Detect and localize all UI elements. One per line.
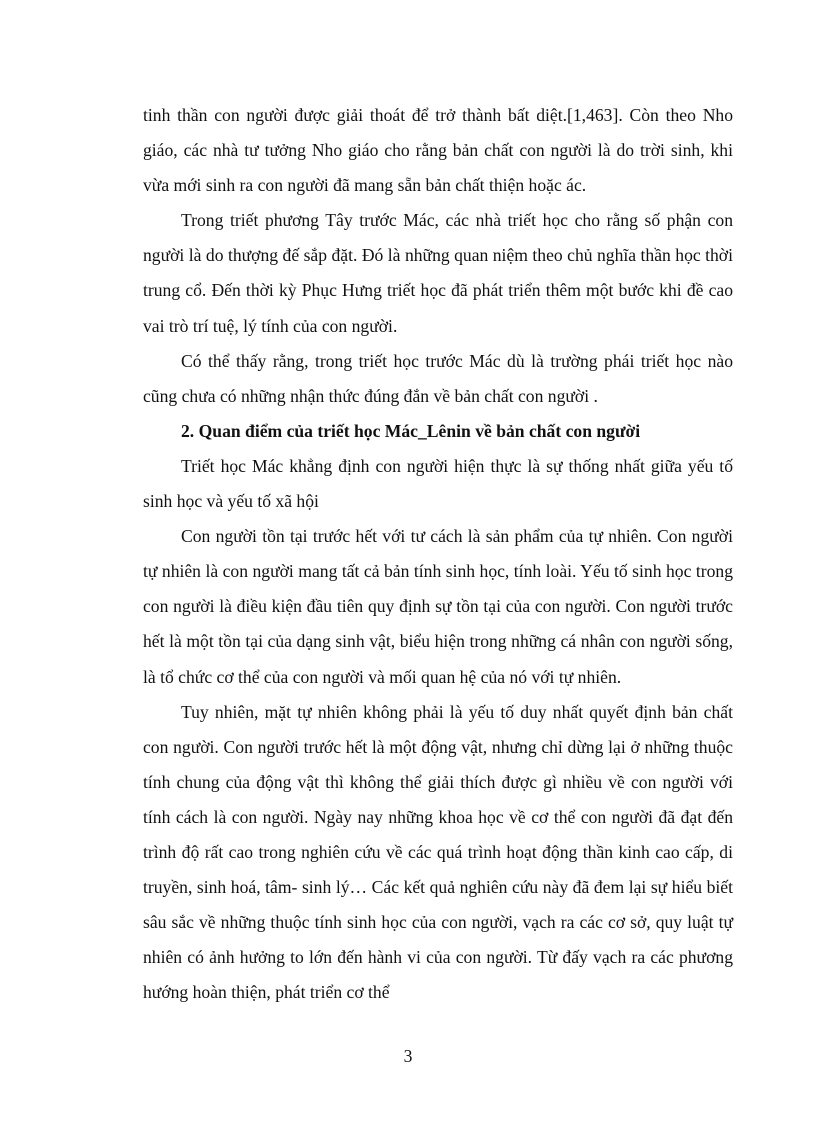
- section-heading: 2. Quan điểm của triết học Mác_Lênin về bản chất con người: [181, 420, 641, 441]
- paragraph-western-philosophy: Trong triết phương Tây trước Mác, các nhà triết học cho rằng số phận con người là do thượng đế sắp đặt. Đó là những quan niệm theo chủ nghĩa thần học thời trung cổ. Đến thời kỳ Phục Hưng triết học đã phát triển thêm một bước khi đề cao vai trò trí tuệ, lý tính của con người.: [143, 210, 733, 336]
- paragraph-natural-human: Con người tồn tại trước hết với tư cách là sản phẩm của tự nhiên. Con người tự nhiên là con người mang tất cả bản tính sinh học, tính loài. Yếu tố sinh học trong con người là điều kiện đầu tiên quy định sự tồn tại của con người. Con người trước hết là một tồn tại của dạng sinh vật, biểu hiện trong những cá nhân con người sống, là tổ chức cơ thể của con người và mối quan hệ của nó với tự nhiên.: [143, 526, 733, 687]
- paragraph-marx-thesis: Triết học Mác khẳng định con người hiện thực là sự thống nhất giữa yếu tố sinh học và yếu tố xã hội: [143, 455, 733, 512]
- page-number: 3: [403, 1046, 413, 1066]
- document-page: [143, 98, 733, 1010]
- paragraph-continuation: tinh thần con người được giải thoát để trở thành bất diệt.[1,463]. Còn theo Nho giáo, các nhà tư tưởng Nho giáo cho rằng bản chất con người là do trời sinh, khi vừa mới sinh ra con người đã mang sẵn bản chất thiện hoặc ác.: [143, 105, 733, 196]
- paragraph-conclusion: Có thể thấy rằng, trong triết học trước Mác dù là trường phái triết học nào cũng chưa có những nhận thức đúng đắn về bản chất con người .: [143, 350, 733, 406]
- paragraph-however: Tuy nhiên, mặt tự nhiên không phải là yếu tố duy nhất quyết định bản chất con người. Con người trước hết là một động vật, nhưng chỉ dừng lại ở những thuộc tính chung của động vật thì không thể giải thích được gì nhiều về con người với tính cách là con người. Ngày nay những khoa học về cơ thể con người đã đạt đến trình độ rất cao trong nghiên cứu về các quá trình hoạt động thần kinh cao cấp, di truyền, sinh hoá, tâm- sinh lý… Các kết quả nghiên cứu này đã đem lại sự hiểu biết sâu sắc về những thuộc tính sinh học của con người, vạch ra các cơ sở, quy luật tự nhiên có ảnh hưởng to lớn đến hành vi của con người. Từ đấy vạch ra các phương hướng hoàn thiện, phát triển cơ thể: [143, 701, 733, 1003]
